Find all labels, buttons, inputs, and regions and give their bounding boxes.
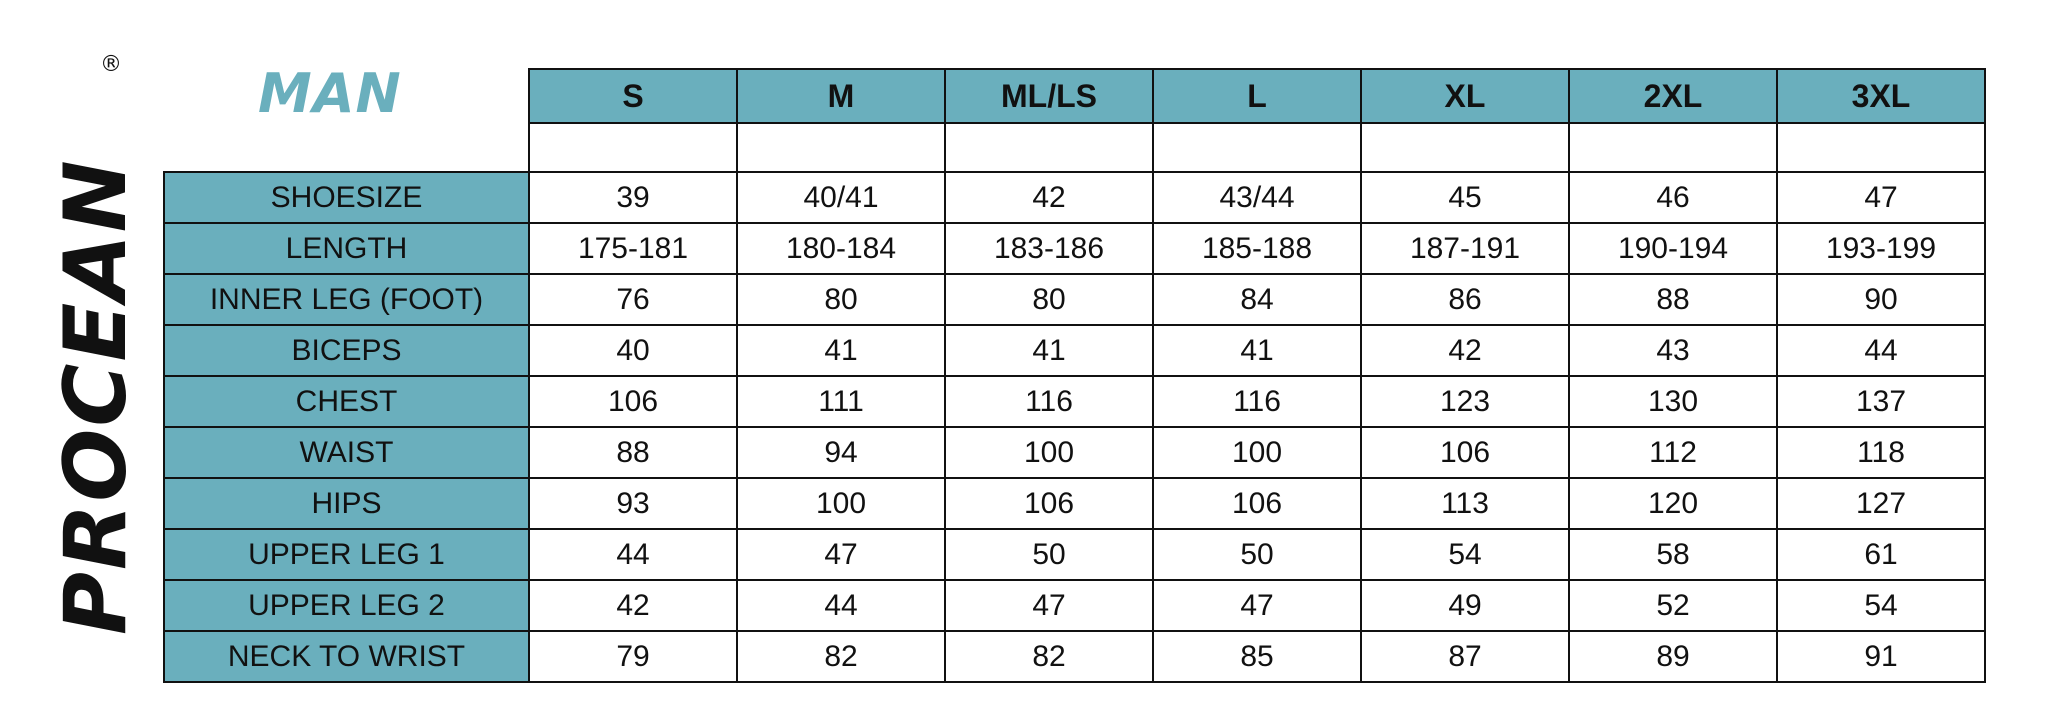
brand-name: PROCEAN (46, 158, 146, 635)
measurement-value: 84 (1153, 274, 1361, 325)
measurement-label: WAIST (164, 427, 529, 478)
measurement-value: 41 (1153, 325, 1361, 376)
size-header-2xl: 2XL (1569, 69, 1777, 123)
measurement-value: 44 (529, 529, 737, 580)
measurement-value: 187-191 (1361, 223, 1569, 274)
measurement-value: 54 (1361, 529, 1569, 580)
size-header-m: M (737, 69, 945, 123)
measurement-value: 47 (945, 580, 1153, 631)
measurement-value: 91 (1777, 631, 1985, 682)
measurement-value: 112 (1569, 427, 1777, 478)
table-corner-cell (164, 69, 529, 123)
table-row (164, 325, 1985, 376)
spacer-cell (945, 123, 1153, 172)
measurement-value: 47 (1777, 172, 1985, 223)
measurement-value: 106 (529, 376, 737, 427)
table-spacer-row (164, 123, 1985, 172)
measurement-value: 45 (1361, 172, 1569, 223)
measurement-value: 100 (737, 478, 945, 529)
measurement-value: 185-188 (1153, 223, 1361, 274)
measurement-value: 106 (945, 478, 1153, 529)
measurement-value: 43/44 (1153, 172, 1361, 223)
measurement-value: 175-181 (529, 223, 737, 274)
measurement-value: 130 (1569, 376, 1777, 427)
measurement-label: LENGTH (164, 223, 529, 274)
measurement-value: 123 (1361, 376, 1569, 427)
table-row (164, 580, 1985, 631)
table-row (164, 223, 1985, 274)
measurement-value: 42 (945, 172, 1153, 223)
measurement-value: 116 (1153, 376, 1361, 427)
spacer-cell (1777, 123, 1985, 172)
measurement-value: 40/41 (737, 172, 945, 223)
measurement-value: 47 (1153, 580, 1361, 631)
table-row (164, 172, 1985, 223)
measurement-value: 42 (529, 580, 737, 631)
registered-trademark-icon: ® (100, 52, 122, 77)
size-header-s: S (529, 69, 737, 123)
measurement-value: 111 (737, 376, 945, 427)
measurement-value: 80 (737, 274, 945, 325)
table-row (164, 376, 1985, 427)
measurement-value: 100 (1153, 427, 1361, 478)
measurement-value: 93 (529, 478, 737, 529)
measurement-value: 40 (529, 325, 737, 376)
measurement-value: 106 (1153, 478, 1361, 529)
table-row (164, 427, 1985, 478)
table-row (164, 478, 1985, 529)
measurement-label: CHEST (164, 376, 529, 427)
measurement-value: 127 (1777, 478, 1985, 529)
measurement-value: 88 (1569, 274, 1777, 325)
measurement-value: 118 (1777, 427, 1985, 478)
measurement-value: 190-194 (1569, 223, 1777, 274)
measurement-value: 80 (945, 274, 1153, 325)
measurement-value: 90 (1777, 274, 1985, 325)
spacer-corner-cell (164, 123, 529, 172)
measurement-value: 88 (529, 427, 737, 478)
page-title: MAN (258, 62, 402, 125)
measurement-value: 116 (945, 376, 1153, 427)
spacer-cell (1153, 123, 1361, 172)
measurement-value: 82 (945, 631, 1153, 682)
measurement-value: 41 (737, 325, 945, 376)
measurement-value: 89 (1569, 631, 1777, 682)
measurement-value: 54 (1777, 580, 1985, 631)
measurement-value: 58 (1569, 529, 1777, 580)
size-header-mlls: ML/LS (945, 69, 1153, 123)
spacer-cell (737, 123, 945, 172)
measurement-label: SHOESIZE (164, 172, 529, 223)
spacer-cell (529, 123, 737, 172)
measurement-value: 52 (1569, 580, 1777, 631)
measurement-value: 82 (737, 631, 945, 682)
measurement-value: 43 (1569, 325, 1777, 376)
measurement-value: 86 (1361, 274, 1569, 325)
measurement-value: 46 (1569, 172, 1777, 223)
measurement-value: 85 (1153, 631, 1361, 682)
measurement-value: 44 (737, 580, 945, 631)
spacer-cell (1361, 123, 1569, 172)
table-header-row (164, 69, 1985, 123)
table-row (164, 274, 1985, 325)
measurement-value: 113 (1361, 478, 1569, 529)
brand-logo (28, 30, 148, 670)
spacer-cell (1569, 123, 1777, 172)
size-header-xl: XL (1361, 69, 1569, 123)
measurement-value: 42 (1361, 325, 1569, 376)
table-row (164, 529, 1985, 580)
measurement-value: 193-199 (1777, 223, 1985, 274)
measurement-value: 50 (1153, 529, 1361, 580)
measurement-value: 47 (737, 529, 945, 580)
size-chart-table (163, 68, 1986, 683)
measurement-value: 49 (1361, 580, 1569, 631)
measurement-value: 180-184 (737, 223, 945, 274)
measurement-value: 44 (1777, 325, 1985, 376)
measurement-label: UPPER LEG 1 (164, 529, 529, 580)
measurement-label: NECK TO WRIST (164, 631, 529, 682)
measurement-value: 94 (737, 427, 945, 478)
measurement-value: 120 (1569, 478, 1777, 529)
measurement-label: INNER LEG (FOOT) (164, 274, 529, 325)
measurement-value: 50 (945, 529, 1153, 580)
measurement-value: 39 (529, 172, 737, 223)
size-header-3xl: 3XL (1777, 69, 1985, 123)
measurement-value: 106 (1361, 427, 1569, 478)
measurement-label: UPPER LEG 2 (164, 580, 529, 631)
measurement-value: 87 (1361, 631, 1569, 682)
table-row (164, 631, 1985, 682)
measurement-value: 183-186 (945, 223, 1153, 274)
size-header-l: L (1153, 69, 1361, 123)
measurement-value: 79 (529, 631, 737, 682)
measurement-value: 76 (529, 274, 737, 325)
measurement-value: 61 (1777, 529, 1985, 580)
measurement-value: 137 (1777, 376, 1985, 427)
measurement-value: 100 (945, 427, 1153, 478)
measurement-label: BICEPS (164, 325, 529, 376)
measurement-value: 41 (945, 325, 1153, 376)
measurement-label: HIPS (164, 478, 529, 529)
